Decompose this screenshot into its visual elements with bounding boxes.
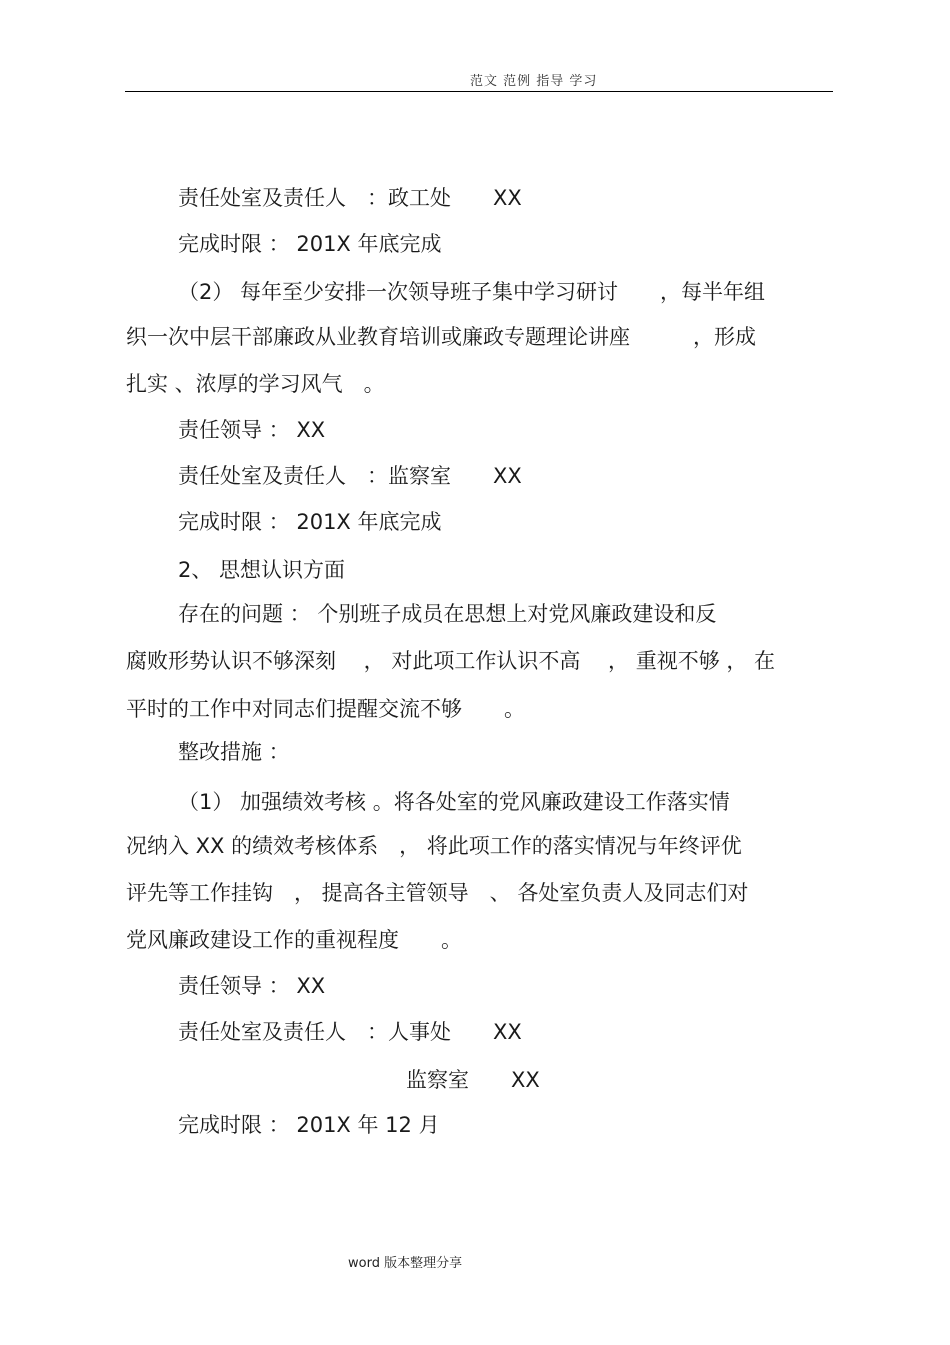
- text-line-5: 扎实 、浓厚的学习风气 。: [126, 372, 385, 396]
- text-line-10: 存在的问题 ： 个别班子成员在思想上对党风廉政建设和反: [178, 602, 717, 626]
- text-line-3: （2） 每年至少安排一次领导班子集中学习研讨 ，每半年组: [178, 280, 766, 304]
- text-line-4: 织一次中层干部廉政从业教育培训或廉政专题理论讲座 ，形成: [126, 325, 756, 349]
- text-line-21: 完成时限 ： 201X 年 12 月: [178, 1113, 440, 1137]
- text-line-20: 监察室 XX: [406, 1068, 540, 1092]
- text-line-16: 评先等工作挂钩 ， 提高各主管领导 、 各处室负责人及同志们对: [126, 881, 749, 905]
- text-line-1: 责任处室及责任人 ：政工处 XX: [178, 186, 522, 210]
- text-line-7: 责任处室及责任人 ：监察室 XX: [178, 464, 522, 488]
- section-heading: 2、 思想认识方面: [178, 558, 346, 582]
- text-line-15: 况纳入 XX 的绩效考核体系 ， 将此项工作的落实情况与年终评优: [126, 834, 742, 858]
- text-line-12: 平时的工作中对同志们提醒交流不够 。: [126, 697, 525, 721]
- text-line-11: 腐败形势认识不够深刻 ， 对此项工作认识不高 ， 重视不够 ， 在: [126, 649, 776, 673]
- text-line-14: （1） 加强绩效考核 。将各处室的党风廉政建设工作落实情: [178, 790, 730, 814]
- page-footer: word 版本整理分享: [348, 1256, 463, 1271]
- text-line-18: 责任领导 ： XX: [178, 974, 326, 998]
- text-line-2: 完成时限 ： 201X 年底完成: [178, 232, 442, 256]
- text-line-6: 责任领导 ： XX: [178, 418, 326, 442]
- header-divider: [125, 91, 833, 92]
- text-line-13: 整改措施 ：: [178, 740, 290, 764]
- page-header: 范文 范例 指导 学习: [470, 74, 598, 89]
- text-line-19: 责任处室及责任人 ：人事处 XX: [178, 1020, 522, 1044]
- text-line-8: 完成时限 ： 201X 年底完成: [178, 510, 442, 534]
- text-line-17: 党风廉政建设工作的重视程度 。: [126, 928, 462, 952]
